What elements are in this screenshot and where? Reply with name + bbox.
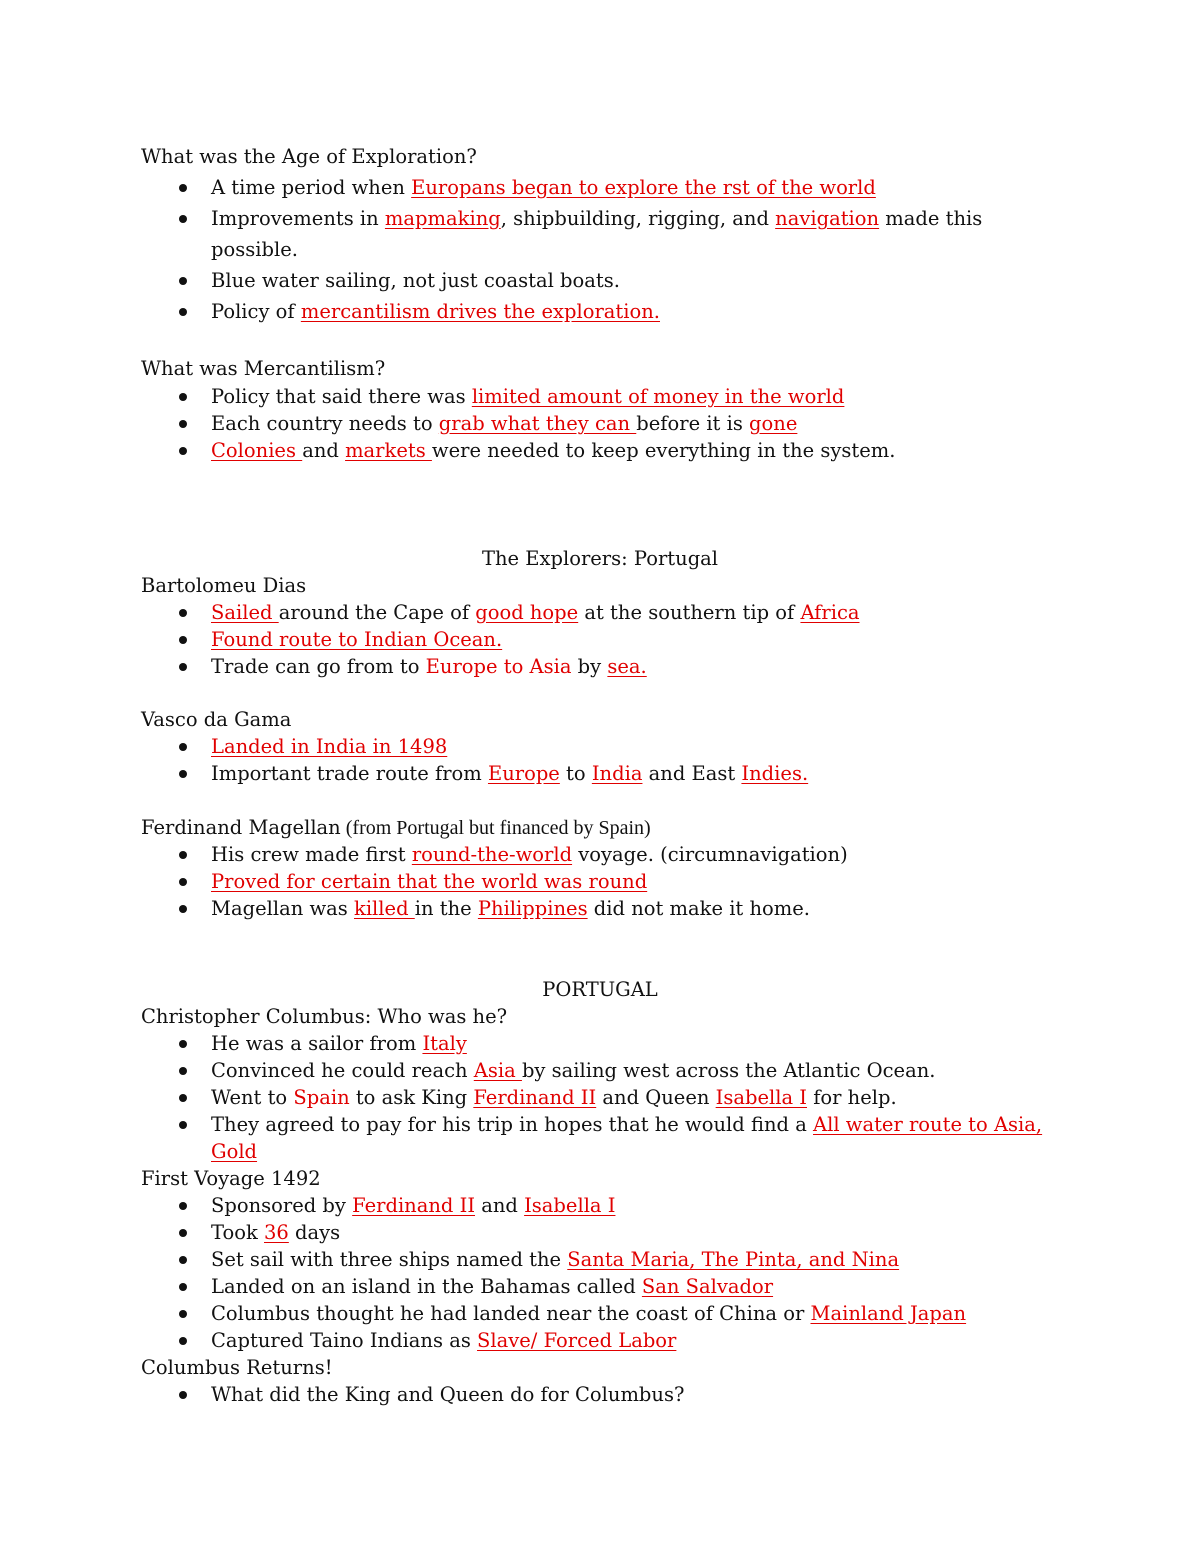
bullet-icon — [179, 277, 187, 285]
bullet-icon — [179, 1310, 187, 1318]
bullet-icon — [179, 878, 187, 886]
bullet-icon — [179, 851, 187, 859]
explorer-name: Bartolomeu Dias — [141, 574, 307, 597]
item-text: Blue water sailing, not just coastal boats. — [211, 269, 620, 292]
list-item — [0, 1030, 1200, 1057]
item-text: His crew made first round-the-world voyage. (circumnavigation) — [211, 843, 848, 866]
section-heading — [0, 355, 1200, 382]
item-text: What did the King and Queen do for Columbus? — [211, 1383, 685, 1406]
item-text: Sailed around the Cape of good hope at the southern tip of Africa — [211, 601, 860, 624]
list-item — [0, 626, 1200, 653]
item-text: Found route to Indian Ocean. — [211, 628, 503, 651]
item-text: They agreed to pay for his trip in hopes that he would find a All water route to Asia, — [211, 1113, 1043, 1136]
bullet-icon — [179, 609, 187, 617]
bullet-icon — [179, 1094, 187, 1102]
item-text: Went to Spain to ask King Ferdinand II and Queen Isabella I for help. — [211, 1086, 897, 1109]
list-item — [0, 1300, 1200, 1327]
bullet-icon — [179, 1256, 187, 1264]
list-item — [0, 1246, 1200, 1273]
section-heading — [0, 143, 1200, 170]
item-text: Set sail with three ships named the Santa Maria, The Pinta, and Nina — [211, 1248, 900, 1271]
bullet-icon — [179, 215, 187, 223]
bullet-icon — [179, 663, 187, 671]
bullet-icon — [179, 308, 187, 316]
item-text: A time period when Europans began to explore the rst of the world — [211, 176, 876, 199]
list-item — [0, 599, 1200, 626]
item-text: Important trade route from Europe to India and East Indies. — [211, 762, 809, 785]
item-text: Landed on an island in the Bahamas called San Salvador — [211, 1275, 774, 1298]
bullet-icon — [179, 770, 187, 778]
list-item — [0, 298, 1200, 325]
item-text: Columbus thought he had landed near the coast of China or Mainland Japan — [211, 1302, 967, 1325]
item-text: Convinced he could reach Asia by sailing west across the Atlantic Ocean. — [211, 1059, 936, 1082]
item-text: Proved for certain that the world was round — [211, 870, 648, 893]
list-item — [0, 1219, 1200, 1246]
list-item — [0, 1273, 1200, 1300]
item-text: Magellan was killed in the Philippines did not make it home. — [211, 897, 810, 920]
heading-text: What was Mercantilism? — [141, 357, 386, 380]
title-text: PORTUGAL — [542, 978, 658, 1001]
explorer-name: Ferdinand Magellan (from Portugal but financed by Spain) — [141, 816, 651, 839]
list-item-continuation: Gold — [211, 1140, 258, 1163]
bullet-icon — [179, 1283, 187, 1291]
bullet-icon — [179, 420, 187, 428]
list-item — [0, 760, 1200, 787]
bullet-icon — [179, 1337, 187, 1345]
list-item — [0, 174, 1200, 201]
list-item — [0, 653, 1200, 680]
item-text: Sponsored by Ferdinand II and Isabella I — [211, 1194, 616, 1217]
bullet-icon — [179, 1391, 187, 1399]
bullet-icon — [179, 905, 187, 913]
bullet-icon — [179, 636, 187, 644]
title-text: The Explorers: Portugal — [481, 547, 719, 570]
section-heading: Columbus Returns! — [141, 1356, 333, 1379]
list-item — [0, 1111, 1200, 1138]
list-item — [0, 1192, 1200, 1219]
list-item — [0, 383, 1200, 410]
list-item-continuation: possible. — [211, 238, 298, 261]
item-text: Captured Taino Indians as Slave/ Forced Labor — [211, 1329, 677, 1352]
item-text: Each country needs to grab what they can before it is gone — [211, 412, 798, 435]
list-item — [0, 437, 1200, 464]
list-item — [0, 267, 1200, 294]
list-item — [0, 205, 1200, 232]
section-heading: Christopher Columbus: Who was he? — [141, 1005, 508, 1028]
heading-text: What was the Age of Exploration? — [141, 145, 477, 168]
section-title — [0, 545, 1200, 572]
list-item — [0, 1057, 1200, 1084]
section-heading: First Voyage 1492 — [141, 1167, 321, 1190]
list-item — [0, 410, 1200, 437]
item-text: Trade can go from to Europe to Asia by sea. — [211, 655, 647, 678]
item-text: Landed in India in 1498 — [211, 735, 448, 758]
item-text: Policy of mercantilism drives the exploration. — [211, 300, 660, 323]
list-item — [0, 868, 1200, 895]
bullet-icon — [179, 447, 187, 455]
bullet-icon — [179, 743, 187, 751]
list-item — [0, 895, 1200, 922]
item-text: Colonies and markets were needed to keep everything in the system. — [211, 439, 896, 462]
list-item — [0, 1084, 1200, 1111]
bullet-icon — [179, 393, 187, 401]
item-text: Took 36 days — [211, 1221, 341, 1244]
bullet-icon — [179, 1121, 187, 1129]
bullet-icon — [179, 1067, 187, 1075]
item-text: Improvements in mapmaking, shipbuilding, rigging, and navigation made this — [211, 207, 983, 230]
bullet-icon — [179, 184, 187, 192]
list-item — [0, 1327, 1200, 1354]
section-title — [0, 976, 1200, 1003]
bullet-icon — [179, 1202, 187, 1210]
list-item — [0, 841, 1200, 868]
explorer-name: Vasco da Gama — [141, 708, 292, 731]
item-text: Policy that said there was limited amount of money in the world — [211, 385, 845, 408]
list-item — [0, 1381, 1200, 1408]
list-item — [0, 733, 1200, 760]
bullet-icon — [179, 1040, 187, 1048]
bullet-icon — [179, 1229, 187, 1237]
item-text: He was a sailor from Italy — [211, 1032, 467, 1055]
